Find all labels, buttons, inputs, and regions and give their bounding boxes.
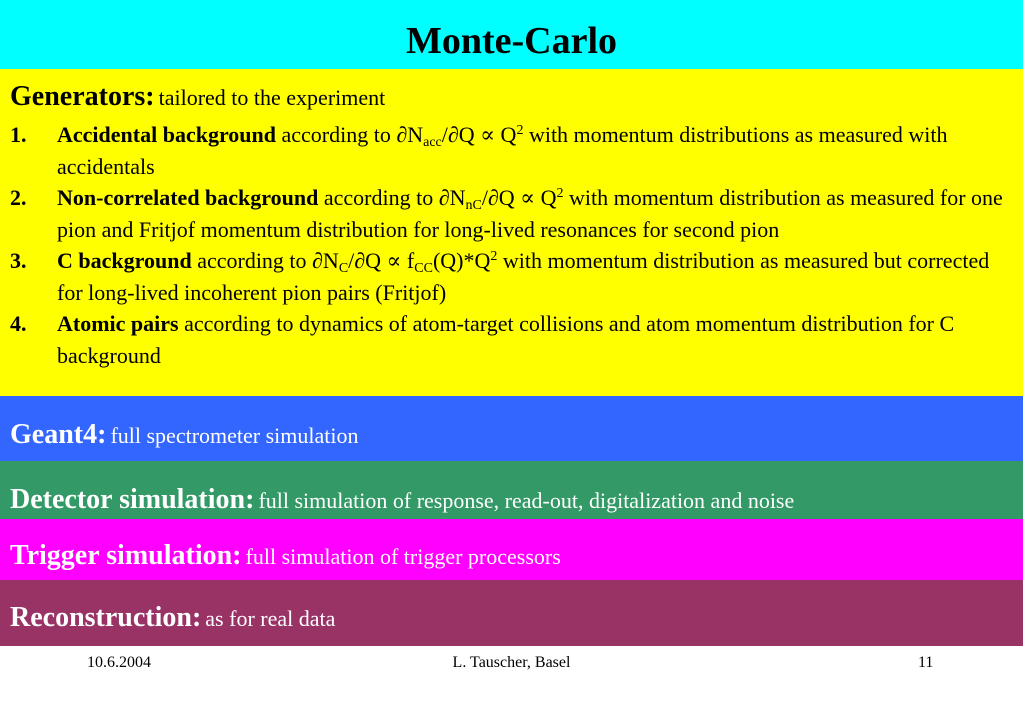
item-text: /∂Q ∝ Q bbox=[481, 185, 557, 210]
item-label: Non-correlated background bbox=[57, 185, 319, 210]
item-text: according to ∂N bbox=[191, 248, 339, 273]
item-text: according to ∂N bbox=[276, 122, 424, 147]
generators-description: tailored to the experiment bbox=[158, 85, 386, 110]
geant4-section bbox=[0, 396, 1023, 461]
item-superscript: 2 bbox=[490, 249, 498, 264]
trigger-section bbox=[0, 519, 1023, 580]
item-text: /∂Q ∝ f bbox=[348, 248, 415, 273]
item-number: 2. bbox=[10, 185, 27, 210]
item-text: with momentum distribution as measured for one pion and Fritjof momentum distribution for long-lived resonances for second pion bbox=[57, 185, 1003, 242]
footer-page-number: 11 bbox=[918, 654, 934, 671]
reconstruction-section bbox=[0, 580, 1023, 646]
item-subscript: C bbox=[338, 261, 349, 276]
generators-header bbox=[10, 80, 1013, 118]
item-number: 4. bbox=[10, 311, 27, 336]
item-number: 1. bbox=[10, 122, 27, 147]
item-text: with momentum distributions as measured with accidentals bbox=[57, 122, 948, 179]
reconstruction-heading: Reconstruction: bbox=[10, 602, 202, 633]
generator-item-non-correlated bbox=[10, 182, 1013, 245]
item-text: according to ∂N bbox=[318, 185, 466, 210]
title-band bbox=[0, 0, 1023, 69]
geant4-heading: Geant4: bbox=[10, 419, 107, 450]
item-superscript: 2 bbox=[516, 123, 524, 138]
generator-item-accidental bbox=[10, 119, 1013, 182]
item-label: Atomic pairs bbox=[57, 311, 179, 336]
item-text: (Q)*Q bbox=[432, 248, 491, 273]
geant4-description: full spectrometer simulation bbox=[110, 423, 359, 448]
item-superscript: 2 bbox=[556, 186, 564, 201]
trigger-heading: Trigger simulation: bbox=[10, 540, 242, 571]
item-subscript: nC bbox=[465, 198, 482, 213]
detector-description: full simulation of response, read-out, digitalization and noise bbox=[258, 488, 795, 513]
item-text: with momentum distribution as measured but corrected for long-lived incoherent pion pairs (Fritjof) bbox=[57, 248, 990, 305]
generators-section bbox=[0, 69, 1023, 396]
generator-item-atomic-pairs bbox=[10, 308, 1013, 371]
detector-section bbox=[0, 461, 1023, 519]
item-label: C background bbox=[57, 248, 192, 273]
reconstruction-description: as for real data bbox=[205, 606, 336, 631]
item-text: /∂Q ∝ Q bbox=[441, 122, 517, 147]
trigger-description: full simulation of trigger processors bbox=[245, 544, 561, 569]
footer-author: L. Tauscher, Basel bbox=[452, 654, 571, 671]
item-subscript: acc bbox=[423, 135, 442, 150]
detector-heading: Detector simulation: bbox=[10, 484, 255, 515]
slide-title: Monte-Carlo bbox=[405, 20, 618, 62]
generators-heading: Generators: bbox=[10, 81, 155, 112]
item-label: Accidental background bbox=[57, 122, 277, 147]
footer-date: 10.6.2004 bbox=[87, 654, 151, 671]
generators-list bbox=[10, 119, 1013, 371]
item-subscript: CC bbox=[414, 261, 433, 276]
footer bbox=[0, 646, 1023, 708]
generator-item-c-background bbox=[10, 245, 1013, 308]
item-text: according to dynamics of atom-target collisions and atom momentum distribution for C background bbox=[57, 311, 955, 368]
item-number: 3. bbox=[10, 248, 27, 273]
